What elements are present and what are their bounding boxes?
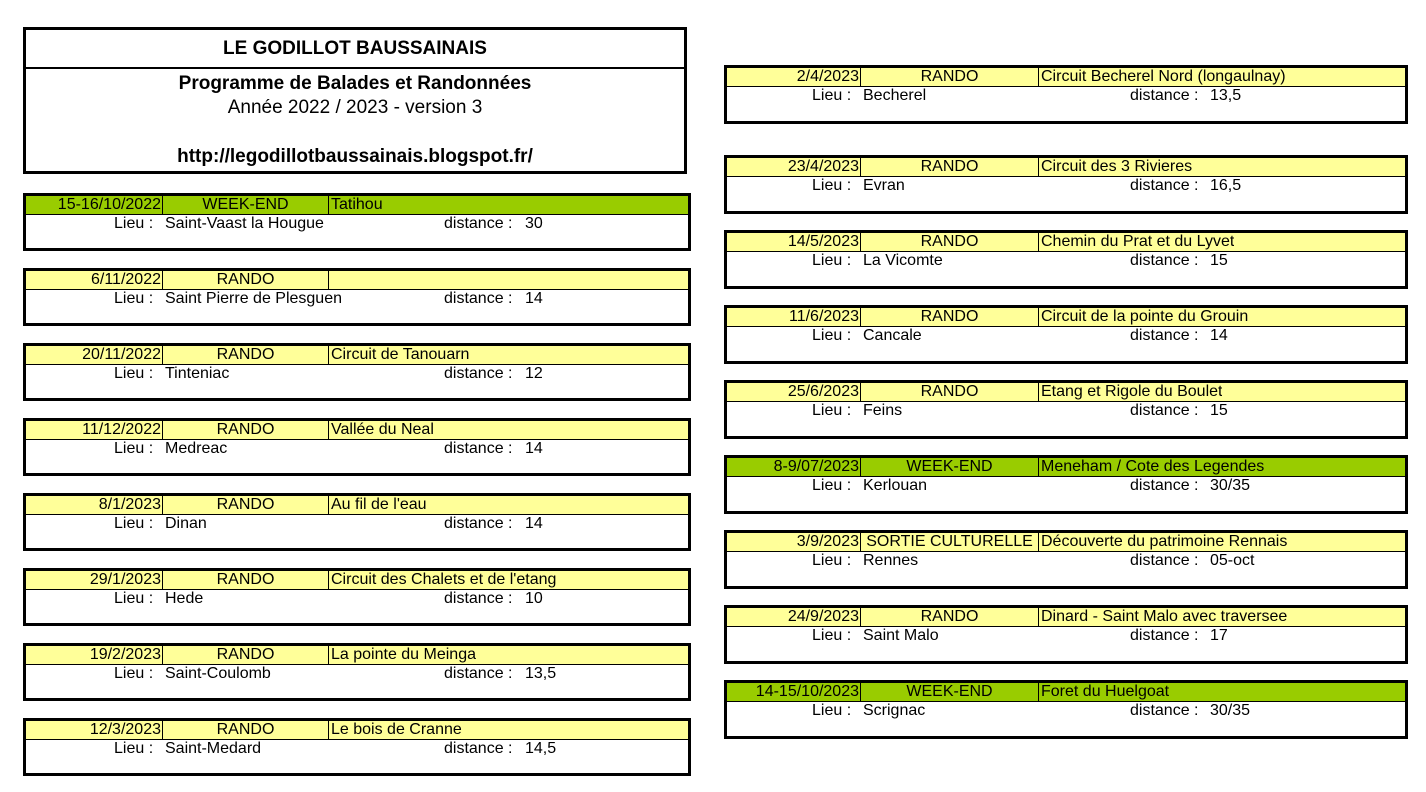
event-header	[26, 721, 688, 740]
event-distance: 14	[525, 440, 543, 457]
event-title: Vallée du Neal	[331, 421, 434, 438]
event-location: Rennes	[863, 552, 919, 569]
event-details	[727, 702, 1405, 724]
event-distance: 15	[1210, 402, 1228, 419]
event-type: WEEK-END	[163, 196, 329, 214]
event-header	[727, 683, 1405, 702]
event-date: 14/5/2023	[727, 233, 861, 251]
event-details	[26, 440, 688, 462]
event-date: 14-15/10/2023	[727, 683, 861, 701]
event-distance: 10	[525, 590, 543, 607]
distance-label: distance :	[444, 365, 513, 382]
event-type: RANDO	[163, 421, 329, 439]
event-location: Scrignac	[863, 702, 926, 719]
event-header	[727, 233, 1405, 252]
event-date: 25/6/2023	[727, 383, 861, 401]
distance-label: distance :	[444, 290, 513, 307]
lieu-label: Lieu :	[812, 477, 852, 494]
event-title: Circuit de Tanouarn	[331, 346, 470, 363]
event-card	[23, 718, 691, 776]
distance-label: distance :	[1130, 87, 1199, 104]
event-header	[26, 271, 688, 290]
event-card	[23, 493, 691, 551]
distance-label: distance :	[1130, 627, 1199, 644]
event-header	[727, 158, 1405, 177]
programme-header	[23, 27, 687, 174]
distance-label: distance :	[1130, 177, 1199, 194]
event-date: 29/1/2023	[26, 571, 163, 589]
event-distance: 30	[525, 215, 543, 232]
event-header	[26, 571, 688, 590]
event-card	[724, 455, 1408, 514]
event-header	[727, 533, 1405, 552]
event-card	[23, 193, 691, 251]
distance-label: distance :	[444, 665, 513, 682]
event-header	[727, 458, 1405, 477]
event-card	[724, 530, 1408, 589]
event-location: La Vicomte	[863, 252, 943, 269]
event-title: Circuit de la pointe du Grouin	[1041, 308, 1249, 325]
event-location: Dinan	[165, 515, 207, 532]
event-location: Cancale	[863, 327, 922, 344]
event-title: Découverte du patrimoine Rennais	[1041, 533, 1288, 550]
lieu-label: Lieu :	[114, 365, 154, 382]
distance-label: distance :	[444, 740, 513, 757]
distance-label: distance :	[444, 590, 513, 607]
event-details	[727, 627, 1405, 649]
event-header	[26, 646, 688, 665]
distance-label: distance :	[1130, 477, 1199, 494]
lieu-label: Lieu :	[812, 177, 852, 194]
event-type: SORTIE CULTURELLE	[861, 533, 1039, 551]
event-title: Dinard - Saint Malo avec traversee	[1041, 608, 1288, 625]
event-title: Circuit Becherel Nord (longaulnay)	[1041, 68, 1286, 85]
event-title: Tatihou	[331, 196, 383, 213]
event-card	[724, 605, 1408, 664]
event-details	[26, 290, 688, 312]
event-type: RANDO	[861, 158, 1039, 176]
event-card	[724, 65, 1408, 124]
event-details	[727, 177, 1405, 199]
distance-label: distance :	[1130, 252, 1199, 269]
event-card	[23, 268, 691, 326]
event-date: 11/6/2023	[727, 308, 861, 326]
lieu-label: Lieu :	[812, 252, 852, 269]
event-title: Circuit des Chalets et de l'etang	[331, 571, 557, 588]
event-date: 23/4/2023	[727, 158, 861, 176]
event-title: Le bois de Cranne	[331, 721, 462, 738]
event-type: RANDO	[861, 383, 1039, 401]
event-type: RANDO	[163, 646, 329, 664]
event-distance: 12	[525, 365, 543, 382]
event-type: RANDO	[163, 271, 329, 289]
event-title: Chemin du Prat et du Lyvet	[1041, 233, 1235, 250]
event-details	[727, 327, 1405, 349]
event-location: Saint-Medard	[165, 740, 262, 757]
event-title: La pointe du Meinga	[331, 646, 476, 663]
event-type: RANDO	[861, 608, 1039, 626]
programme-year: Année 2022 / 2023 - version 3	[227, 97, 483, 118]
event-location: Saint Pierre de Plesguen	[165, 290, 342, 307]
lieu-label: Lieu :	[114, 215, 154, 232]
distance-label: distance :	[1130, 702, 1199, 719]
event-date: 8-9/07/2023	[727, 458, 861, 476]
event-distance: 17	[1210, 627, 1228, 644]
event-date: 2/4/2023	[727, 68, 861, 86]
event-distance: 05-oct	[1210, 552, 1255, 569]
event-details	[727, 252, 1405, 274]
event-card	[724, 680, 1408, 739]
event-distance: 13,5	[525, 665, 557, 682]
lieu-label: Lieu :	[812, 702, 852, 719]
lieu-label: Lieu :	[114, 515, 154, 532]
event-title: Foret du Huelgoat	[1041, 683, 1170, 700]
lieu-label: Lieu :	[812, 627, 852, 644]
event-type: WEEK-END	[861, 458, 1039, 476]
event-date: 3/9/2023	[727, 533, 861, 551]
event-details	[26, 740, 688, 762]
event-title: Au fil de l'eau	[331, 496, 427, 513]
event-details	[727, 552, 1405, 574]
event-date: 20/11/2022	[26, 346, 163, 364]
event-header	[26, 421, 688, 440]
event-location: Saint-Coulomb	[165, 665, 271, 682]
event-distance: 30/35	[1210, 477, 1251, 494]
event-header	[727, 308, 1405, 327]
event-title: Circuit des 3 Rivieres	[1041, 158, 1193, 175]
event-type: RANDO	[163, 346, 329, 364]
event-location: Evran	[863, 177, 905, 194]
event-details	[26, 515, 688, 537]
distance-label: distance :	[444, 440, 513, 457]
event-header	[26, 496, 688, 515]
event-header	[727, 68, 1405, 87]
event-distance: 14	[525, 290, 543, 307]
event-location: Medreac	[165, 440, 228, 457]
event-date: 12/3/2023	[26, 721, 163, 739]
event-title: Meneham / Cote des Legendes	[1041, 458, 1265, 475]
event-date: 6/11/2022	[26, 271, 163, 289]
event-type: RANDO	[861, 233, 1039, 251]
event-header	[727, 608, 1405, 627]
event-details	[26, 215, 688, 237]
event-location: Hede	[165, 590, 204, 607]
event-distance: 30/35	[1210, 702, 1251, 719]
lieu-label: Lieu :	[812, 327, 852, 344]
event-location: Kerlouan	[863, 477, 928, 494]
event-type: RANDO	[163, 721, 329, 739]
event-date: 11/12/2022	[26, 421, 163, 439]
event-type: RANDO	[163, 496, 329, 514]
event-location: Tinteniac	[165, 365, 230, 382]
event-distance: 15	[1210, 252, 1228, 269]
event-location: Saint Malo	[863, 627, 939, 644]
event-date: 15-16/10/2022	[26, 196, 163, 214]
event-date: 24/9/2023	[727, 608, 861, 626]
event-location: Saint-Vaast la Hougue	[165, 215, 324, 232]
distance-label: distance :	[1130, 327, 1199, 344]
event-date: 8/1/2023	[26, 496, 163, 514]
event-type: RANDO	[861, 308, 1039, 326]
event-card	[724, 380, 1408, 439]
event-location: Becherel	[863, 87, 927, 104]
event-card	[23, 343, 691, 401]
distance-label: distance :	[444, 215, 513, 232]
distance-label: distance :	[1130, 402, 1199, 419]
lieu-label: Lieu :	[114, 290, 154, 307]
lieu-label: Lieu :	[114, 740, 154, 757]
event-card	[23, 418, 691, 476]
event-date: 19/2/2023	[26, 646, 163, 664]
event-card	[724, 155, 1408, 214]
event-header	[26, 196, 688, 215]
event-type: WEEK-END	[861, 683, 1039, 701]
event-details	[727, 402, 1405, 424]
blog-url: http://legodillotbaussainais.blogspot.fr/	[177, 146, 533, 167]
event-distance: 14	[525, 515, 543, 532]
event-details	[727, 477, 1405, 499]
event-distance: 14,5	[525, 740, 557, 757]
event-header	[727, 383, 1405, 402]
lieu-label: Lieu :	[114, 590, 154, 607]
event-card	[23, 568, 691, 626]
event-details	[26, 365, 688, 387]
lieu-label: Lieu :	[812, 87, 852, 104]
event-title	[329, 271, 331, 289]
lieu-label: Lieu :	[114, 440, 154, 457]
event-distance: 16,5	[1210, 177, 1242, 194]
event-details	[727, 87, 1405, 109]
lieu-label: Lieu :	[812, 552, 852, 569]
event-distance: 13,5	[1210, 87, 1242, 104]
event-details	[26, 665, 688, 687]
event-type: RANDO	[163, 571, 329, 589]
event-location: Feins	[863, 402, 903, 419]
event-type: RANDO	[861, 68, 1039, 86]
event-distance: 14	[1210, 327, 1228, 344]
event-card	[23, 643, 691, 701]
event-card	[724, 305, 1408, 364]
distance-label: distance :	[444, 515, 513, 532]
event-title: Etang et Rigole du Boulet	[1041, 383, 1223, 400]
programme-title: Programme de Balades et Randonnées	[178, 73, 532, 94]
lieu-label: Lieu :	[114, 665, 154, 682]
distance-label: distance :	[1130, 552, 1199, 569]
event-card	[724, 230, 1408, 289]
lieu-label: Lieu :	[812, 402, 852, 419]
club-name: LE GODILLOT BAUSSAINAIS	[26, 30, 684, 69]
event-details	[26, 590, 688, 612]
event-header	[26, 346, 688, 365]
